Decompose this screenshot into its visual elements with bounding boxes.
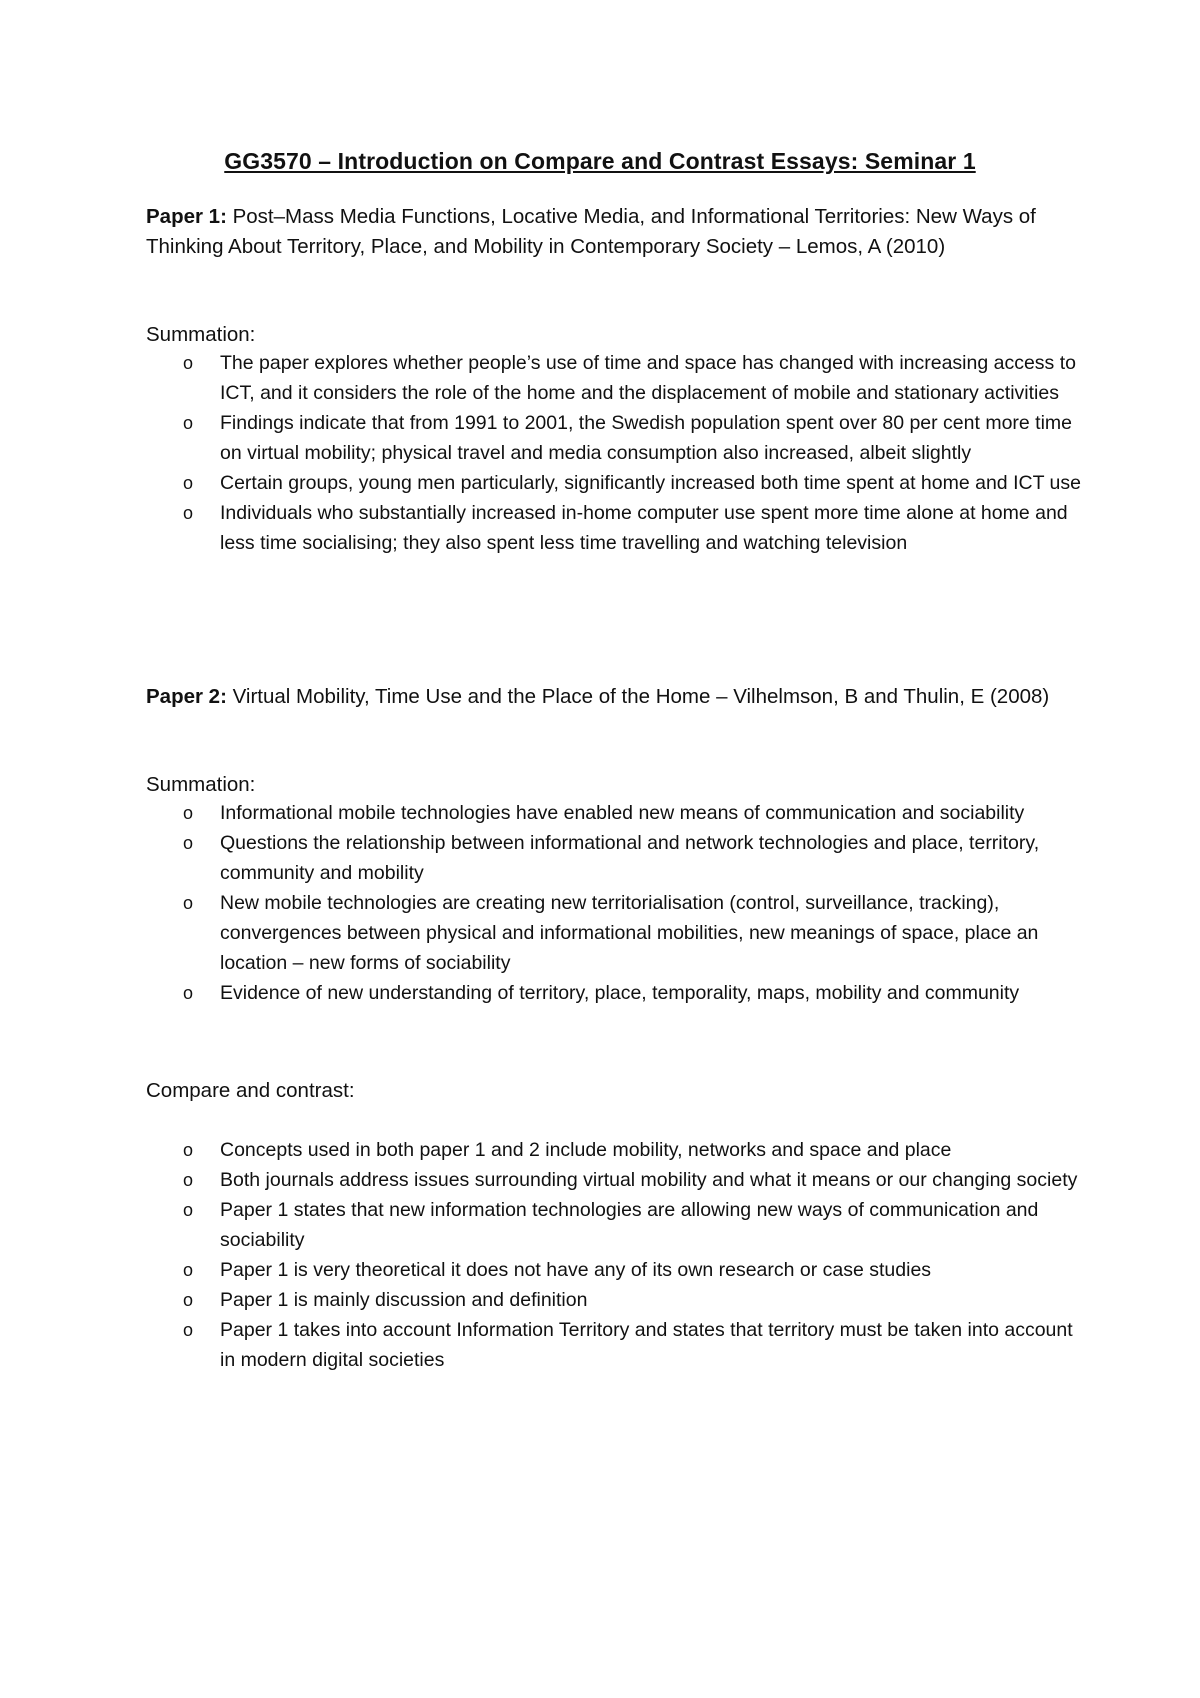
list-item-text: New mobile technologies are creating new territorialisation (control, surveillance, tracking), convergences between physical and informational mobilities, new meanings of space, place an location – new forms of sociability bbox=[220, 892, 1039, 974]
paper-2-heading bbox=[146, 682, 1076, 712]
bullet-marker: o bbox=[183, 893, 194, 913]
list-item bbox=[0, 408, 1090, 468]
list-item-text: Certain groups, young men particularly, significantly increased both time spent at home and ICT use bbox=[220, 472, 1081, 494]
bullet-marker: o bbox=[183, 413, 194, 433]
list-item-text: The paper explores whether people’s use of time and space has changed with increasing access to ICT, and it considers the role of the home and the displacement of mobile and stationary activities bbox=[220, 352, 1076, 404]
list-item bbox=[0, 1285, 1090, 1315]
bullet-marker: o bbox=[183, 503, 194, 523]
summation-2-label: Summation: bbox=[146, 773, 256, 796]
paper-1-lead: Paper 1: bbox=[146, 205, 227, 228]
bullet-marker: o bbox=[183, 1290, 194, 1310]
bullet-marker: o bbox=[183, 353, 194, 373]
list-item bbox=[0, 888, 1090, 978]
bullet-marker: o bbox=[183, 833, 194, 853]
bullet-marker: o bbox=[183, 473, 194, 493]
document-title: GG3570 – Introduction on Compare and Contrast Essays: Seminar 1 bbox=[224, 148, 976, 174]
list-item-text: Informational mobile technologies have enabled new means of communication and sociability bbox=[220, 802, 1025, 824]
list-item bbox=[0, 498, 1090, 558]
bullet-marker: o bbox=[183, 1320, 194, 1340]
list-item-text: Paper 1 is mainly discussion and definition bbox=[220, 1289, 588, 1311]
list-item-text: Evidence of new understanding of territory, place, temporality, maps, mobility and community bbox=[220, 982, 1020, 1004]
bullet-marker: o bbox=[183, 1170, 194, 1190]
list-item bbox=[0, 828, 1090, 888]
summation-1-list bbox=[0, 348, 1200, 558]
paper-1-text: Post–Mass Media Functions, Locative Media, and Informational Territories: New Ways of Thinking About Territory, Place, and Mobility in Contemporary Society – Lemos, A (2010) bbox=[146, 205, 1036, 258]
list-item bbox=[0, 1165, 1090, 1195]
bullet-marker: o bbox=[183, 983, 194, 1003]
paper-2-lead: Paper 2: bbox=[146, 685, 227, 708]
bullet-marker: o bbox=[183, 803, 194, 823]
list-item bbox=[0, 1195, 1090, 1255]
paper-2-text: Virtual Mobility, Time Use and the Place of the Home – Vilhelmson, B and Thulin, E (2008) bbox=[226, 685, 1050, 708]
list-item-text: Individuals who substantially increased in-home computer use spent more time alone at home and less time socialising; they also spent less time travelling and watching television bbox=[220, 502, 1068, 554]
list-item-text: Findings indicate that from 1991 to 2001, the Swedish population spent over 80 per cent more time on virtual mobility; physical travel and media consumption also increased, albeit slightly bbox=[220, 412, 1073, 464]
list-item bbox=[0, 1135, 1090, 1165]
list-item-text: Both journals address issues surrounding virtual mobility and what it means or our changing society bbox=[220, 1169, 1078, 1191]
summation-1-label: Summation: bbox=[146, 323, 256, 346]
compare-label: Compare and contrast: bbox=[146, 1079, 355, 1102]
list-item-text: Paper 1 is very theoretical it does not have any of its own research or case studies bbox=[220, 1259, 932, 1281]
list-item-text: Questions the relationship between informational and network technologies and place, territory, community and mobility bbox=[220, 832, 1040, 884]
list-item bbox=[0, 1255, 1090, 1285]
list-item bbox=[0, 798, 1090, 828]
list-item bbox=[0, 348, 1090, 408]
bullet-marker: o bbox=[183, 1140, 194, 1160]
list-item bbox=[0, 468, 1090, 498]
compare-list bbox=[0, 1135, 1200, 1375]
bullet-marker: o bbox=[183, 1200, 194, 1220]
list-item-text: Paper 1 states that new information technologies are allowing new ways of communication and sociability bbox=[220, 1199, 1039, 1251]
list-item-text: Concepts used in both paper 1 and 2 include mobility, networks and space and place bbox=[220, 1139, 952, 1161]
list-item bbox=[0, 978, 1090, 1008]
list-item-text: Paper 1 takes into account Information Territory and states that territory must be taken into account in modern digital societies bbox=[220, 1319, 1073, 1371]
paper-1-heading bbox=[146, 202, 1076, 262]
summation-2-list bbox=[0, 798, 1200, 1008]
bullet-marker: o bbox=[183, 1260, 194, 1280]
list-item bbox=[0, 1315, 1090, 1375]
